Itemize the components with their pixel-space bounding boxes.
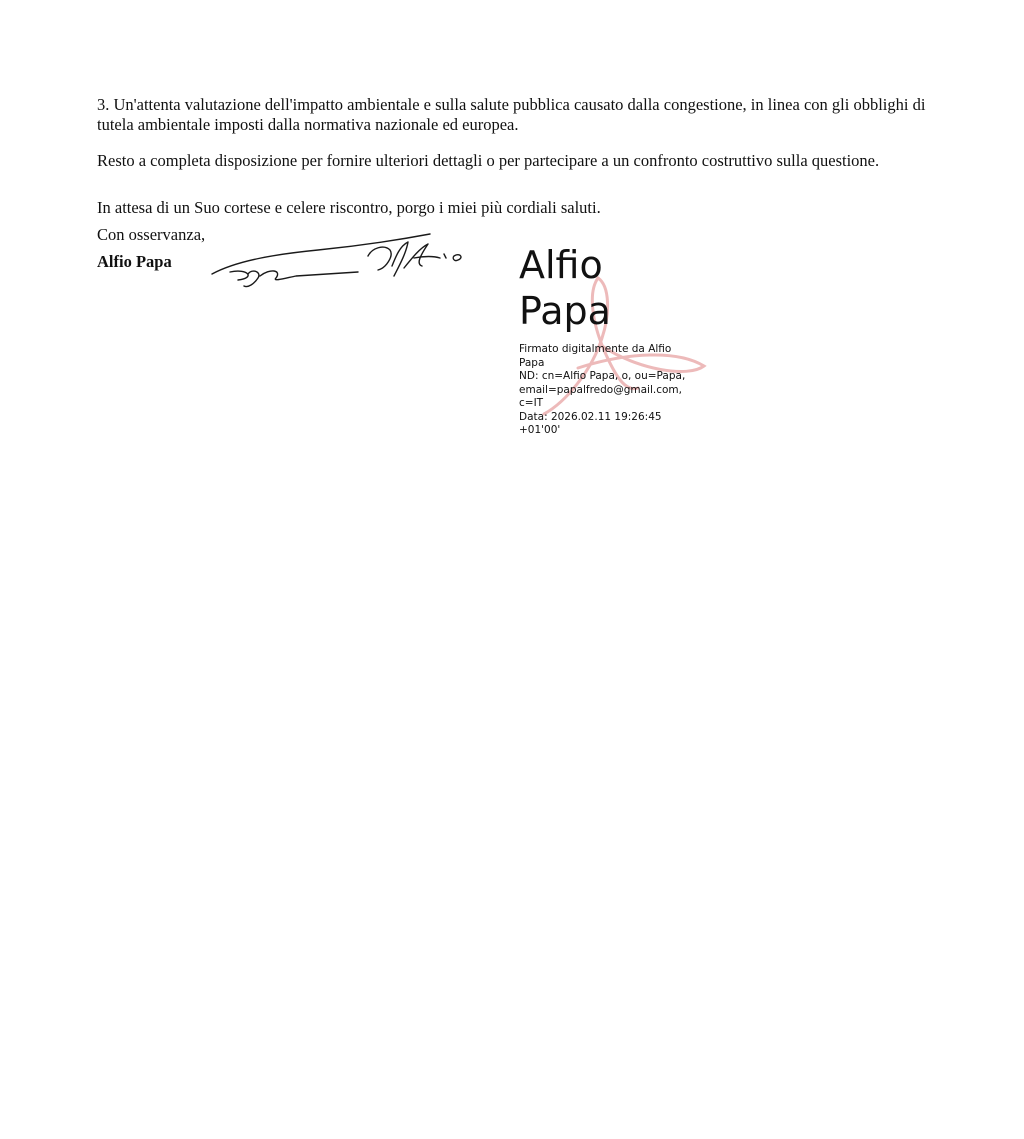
paragraph-awaiting-reply: In attesa di un Suo cortese e celere riscontro, porgo i miei più cordiali saluti. [97,198,601,217]
signature-detail-line: Firmato digitalmente da Alfio [519,343,672,355]
closing-salutation: Con osservanza, [97,225,206,244]
signature-detail-line: c=IT [519,397,544,409]
digital-signature-name [519,242,611,334]
signature-name-line-1: Alfio [519,243,603,287]
digital-signature-block [518,242,718,447]
paragraph-item-3: 3. Un'attenta valutazione dell'impatto ambientale e sulla salute pubblica causato dalla congestione, in linea con gli obblighi di tutela ambientale imposti dalla normativa nazionale ed europea. [97,95,926,134]
signature-detail-line: Data: 2026.02.11 19:26:45 [519,410,662,423]
handwritten-signature [208,228,470,290]
signer-name: Alfio Papa [97,252,172,271]
signature-detail-line: Papa [519,356,545,369]
paragraph-availability: Resto a completa disposizione per fornire ulteriori dettagli o per partecipare a un confronto costruttivo sulla questione. [97,151,880,170]
signature-name-line-2: Papa [519,289,611,333]
signature-detail-line: email=papalfredo@gmail.com, [519,383,682,396]
signature-details [519,343,714,438]
signature-detail-line: +01'00' [519,424,561,436]
signature-detail-line: ND: cn=Alfio Papa, o, ou=Papa, [519,370,686,382]
